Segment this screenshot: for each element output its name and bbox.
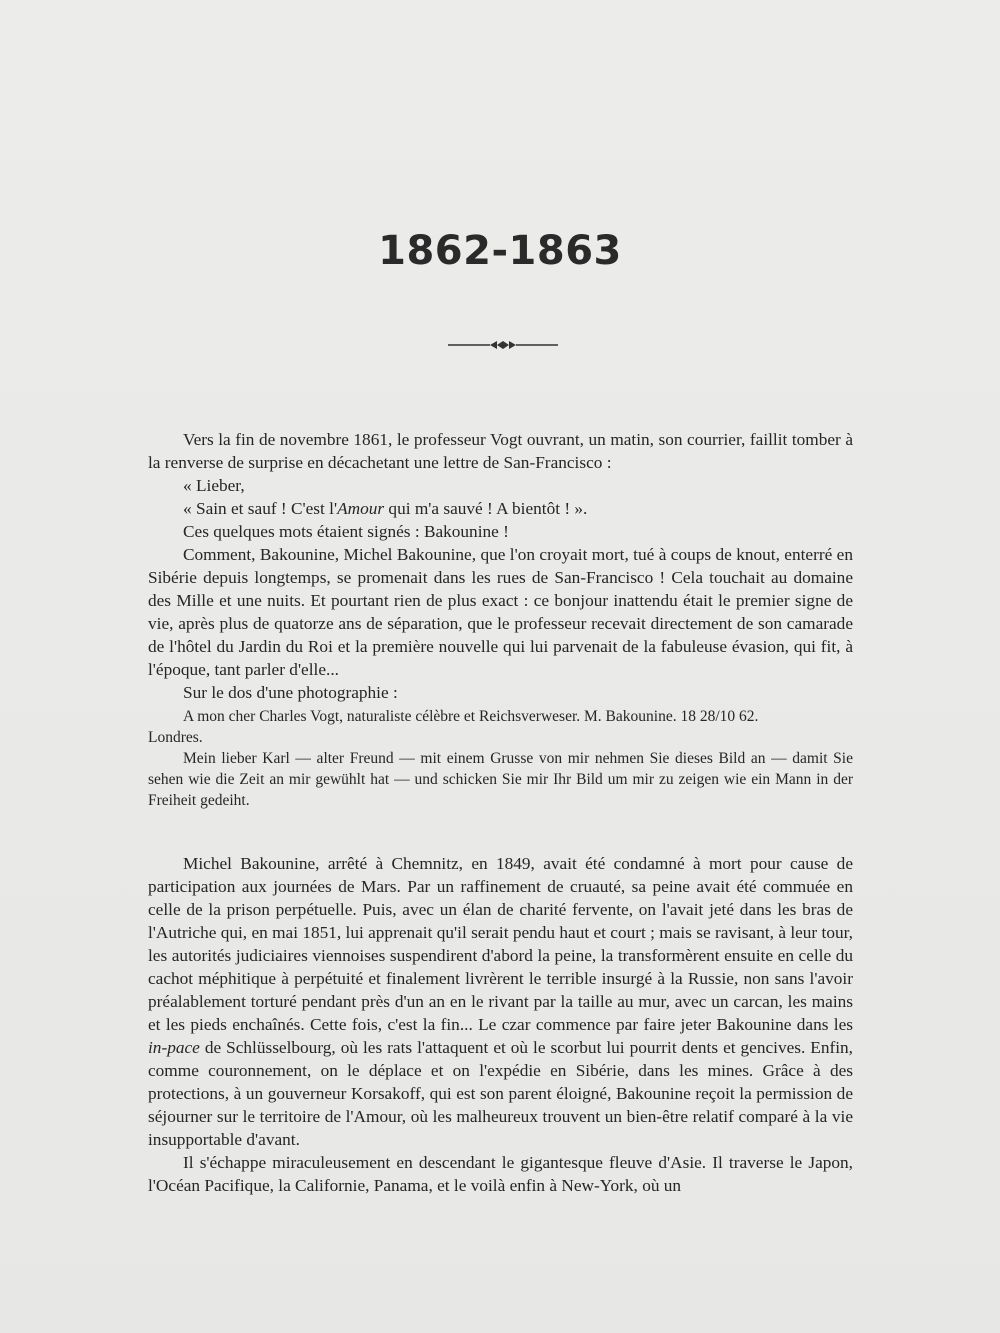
letter-quote-line: « Sain et sauf ! C'est l'Amour qui m'a sauvé ! A bientôt ! ». <box>183 499 588 518</box>
dedication-line: A mon cher Charles Vogt, naturaliste célèbre et Reichsverweser. M. Bakounine. 18 28/10 62. <box>183 708 759 725</box>
letter-quote-line: « Lieber, <box>183 476 245 495</box>
paragraph: Sur le dos d'une photographie : <box>183 683 398 702</box>
dedication-line: Londres. <box>148 729 203 746</box>
chapter-title: 1862-1863 <box>378 228 622 274</box>
dedication-line: Mein lieber Karl — alter Freund — mit einem Grusse von mir nehmen Sie dieses Bild an — damit Sie sehen wie die Zeit an mir gewühlt hat — und schicken Sie mir Ihr Bild um mir zu zeigen wie ein Mann in der Freiheit gedeiht. <box>148 750 853 809</box>
paragraph: Michel Bakounine, arrêté à Chemnitz, en 1849, avait été condamné à mort pour cause de participation aux journées de Mars. Par un raffinement de cruauté, sa peine avait été commuée en celle de la prison perpétuelle. Puis, avec un élan de charité fervente, on l'avait jeté dans les bras de l'Autriche qui, en mai 1851, lui apprenait qu'il serait pendu haut et court ; mais se ravisant, à leur tour, les autorités judiciaires viennoises suspendirent d'abord la peine, la transformèrent ensuite en celle du cachot méphitique à perpétuité et finalement livrèrent le terrible insurgé à la Russie, non sans l'avoir préalablement torturé pendant près d'un an en le rivant par la taille au mur, avec un carcan, les mains et les pieds enchaînés. Cette fois, c'est la fin... Le czar commence par faire jeter Bakounine dans les in-pace de Schlüsselbourg, où les rats l'attaquent et où le scorbut lui pourrit dents et gencives. Enfin, comme couronnement, on le déplace et on l'expédie en Sibérie, dans les mines. Grâce à des protections, à un gouverneur Korsakoff, qui est son parent éloigné, Bakounine reçoit la permission de séjourner sur le territoire de l'Amour, où les malheureux trouvent un bien-être relatif comparé à la vie insupportable d'avant. <box>148 854 853 1149</box>
paragraph: Ces quelques mots étaient signés : Bakounine ! <box>183 522 509 541</box>
section-divider-ornament <box>448 339 558 351</box>
paragraph: Comment, Bakounine, Michel Bakounine, que l'on croyait mort, tué à coups de knout, enterré en Sibérie depuis longtemps, se promenait dans les rues de San-Francisco ! Cela touchait au domaine des Mille et une nuits. Et pourtant rien de plus exact : ce bonjour inattendu était le premier signe de vie, après plus de quatorze ans de séparation, que le professeur recevait directement de son camarade de l'hôtel du Jardin du Roi et la première nouvelle qui lui parvenait de la fabuleuse évasion, qui fit, à l'époque, tant parler d'elle... <box>148 545 853 679</box>
photograph-dedication <box>148 706 853 811</box>
main-section <box>148 852 853 1197</box>
paragraph: Vers la fin de novembre 1861, le professeur Vogt ouvrant, un matin, son courrier, faillit tomber à la renverse de surprise en décachetant une lettre de San-Francisco : <box>148 430 853 472</box>
opening-section <box>148 428 853 704</box>
paragraph: Il s'échappe miraculeusement en descendant le gigantesque fleuve d'Asie. Il traverse le Japon, l'Océan Pacifique, la Californie, Panama, et le voilà enfin à New-York, où un <box>148 1153 853 1195</box>
